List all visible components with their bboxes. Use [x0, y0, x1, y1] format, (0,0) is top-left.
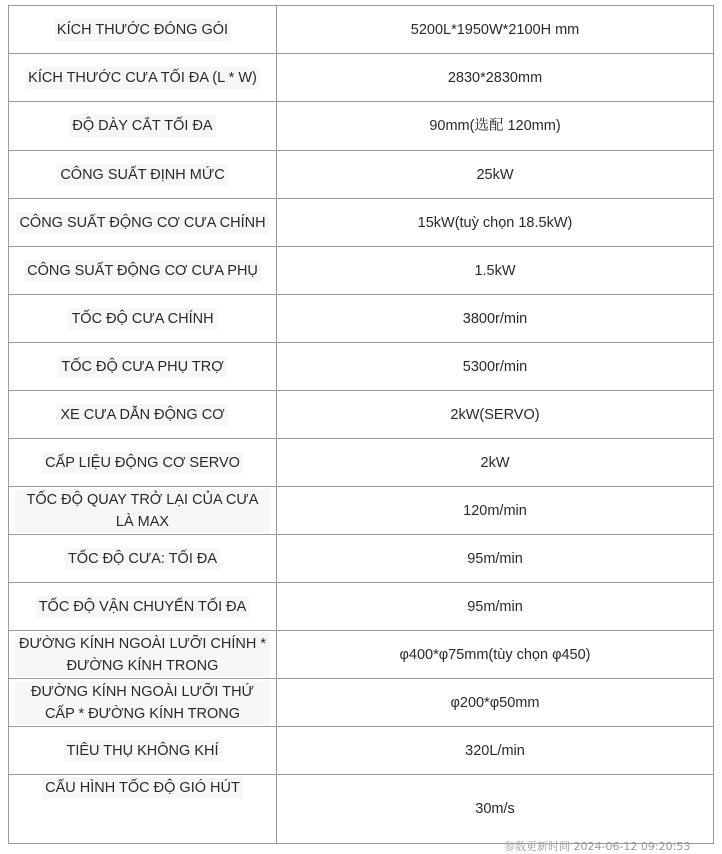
row-label-cell [9, 487, 277, 535]
row-value: 5300r/min [277, 343, 714, 391]
row-value: 95m/min [277, 583, 714, 631]
row-label: CẤP LIỆU ĐỘNG CƠ SERVO [42, 452, 243, 474]
row-label-cell [9, 727, 277, 775]
row-label-cell [9, 54, 277, 102]
row-value: 320L/min [277, 727, 714, 775]
table-row [9, 583, 714, 631]
table-row [9, 679, 714, 727]
row-label-cell [9, 199, 277, 247]
row-value: φ400*φ75mm(tùy chọn φ450) [277, 631, 714, 679]
row-label-cell [9, 343, 277, 391]
row-value: 2kW(SERVO) [277, 391, 714, 439]
row-label: ĐƯỜNG KÍNH NGOÀI LƯỠI THỨ CẤP * ĐƯỜNG KÍNH TRONG [15, 681, 270, 725]
row-value: 90mm(选配 120mm) [277, 102, 714, 151]
table-row [9, 727, 714, 775]
table-row [9, 535, 714, 583]
row-label: XE CƯA DẪN ĐỘNG CƠ [57, 404, 227, 426]
table-row [9, 295, 714, 343]
row-label: ĐỘ DÀY CẮT TỐI ĐA [69, 115, 215, 137]
table-row [9, 391, 714, 439]
row-label: TỐC ĐỘ CƯA CHÍNH [68, 308, 216, 330]
row-label-cell [9, 151, 277, 199]
row-value: 2kW [277, 439, 714, 487]
row-label: CÔNG SUẤT ĐỊNH MỨC [57, 164, 227, 186]
row-label: TỐC ĐỘ VẬN CHUYỂN TỐI ĐA [36, 596, 250, 618]
table-row [9, 343, 714, 391]
table-row [9, 775, 714, 844]
row-label: ĐƯỜNG KÍNH NGOÀI LƯỠI CHÍNH * ĐƯỜNG KÍNH TRONG [15, 633, 270, 677]
row-label-cell [9, 775, 277, 844]
row-label: CẤU HÌNH TỐC ĐỘ GIÓ HÚT [42, 777, 243, 799]
row-label-cell [9, 535, 277, 583]
row-value: 3800r/min [277, 295, 714, 343]
table-row [9, 199, 714, 247]
row-label: TIÊU THỤ KHÔNG KHÍ [64, 740, 222, 762]
row-value: 120m/min [277, 487, 714, 535]
row-label: CÔNG SUẤT ĐỘNG CƠ CƯA PHỤ [24, 260, 261, 282]
table-row [9, 54, 714, 102]
row-label: TỐC ĐỘ CƯA PHỤ TRỢ [58, 356, 226, 378]
row-label-cell [9, 439, 277, 487]
row-value: 5200L*1950W*2100H mm [277, 6, 714, 54]
row-label-cell [9, 679, 277, 727]
row-label-cell [9, 295, 277, 343]
row-label-cell [9, 391, 277, 439]
row-label: KÍCH THƯỚC ĐÓNG GÓI [54, 19, 231, 41]
row-label: TỐC ĐỘ QUAY TRỞ LẠI CỦA CƯA LÀ MAX [15, 489, 270, 533]
row-label: TỐC ĐỘ CƯA: TỐI ĐA [65, 548, 220, 570]
table-row [9, 439, 714, 487]
table-row [9, 247, 714, 295]
spec-table [8, 5, 714, 844]
table-row [9, 631, 714, 679]
row-value: 2830*2830mm [277, 54, 714, 102]
table-row [9, 6, 714, 54]
row-label: CÔNG SUẤT ĐỘNG CƠ CƯA CHÍNH [16, 212, 268, 234]
row-label-cell [9, 631, 277, 679]
row-label-cell [9, 583, 277, 631]
table-row [9, 151, 714, 199]
row-value: 15kW(tuỳ chọn 18.5kW) [277, 199, 714, 247]
row-label-cell [9, 102, 277, 151]
row-value: 30m/s [277, 775, 714, 844]
row-label: KÍCH THƯỚC CƯA TỐI ĐA (L * W) [25, 67, 260, 89]
row-value: φ200*φ50mm [277, 679, 714, 727]
footer-note: 参数更新时间 2024-06-12 09:20:53 [504, 840, 691, 853]
row-value: 25kW [277, 151, 714, 199]
row-label-cell [9, 247, 277, 295]
row-value: 95m/min [277, 535, 714, 583]
row-label-cell [9, 6, 277, 54]
row-value: 1.5kW [277, 247, 714, 295]
table-row [9, 102, 714, 151]
table-row [9, 487, 714, 535]
